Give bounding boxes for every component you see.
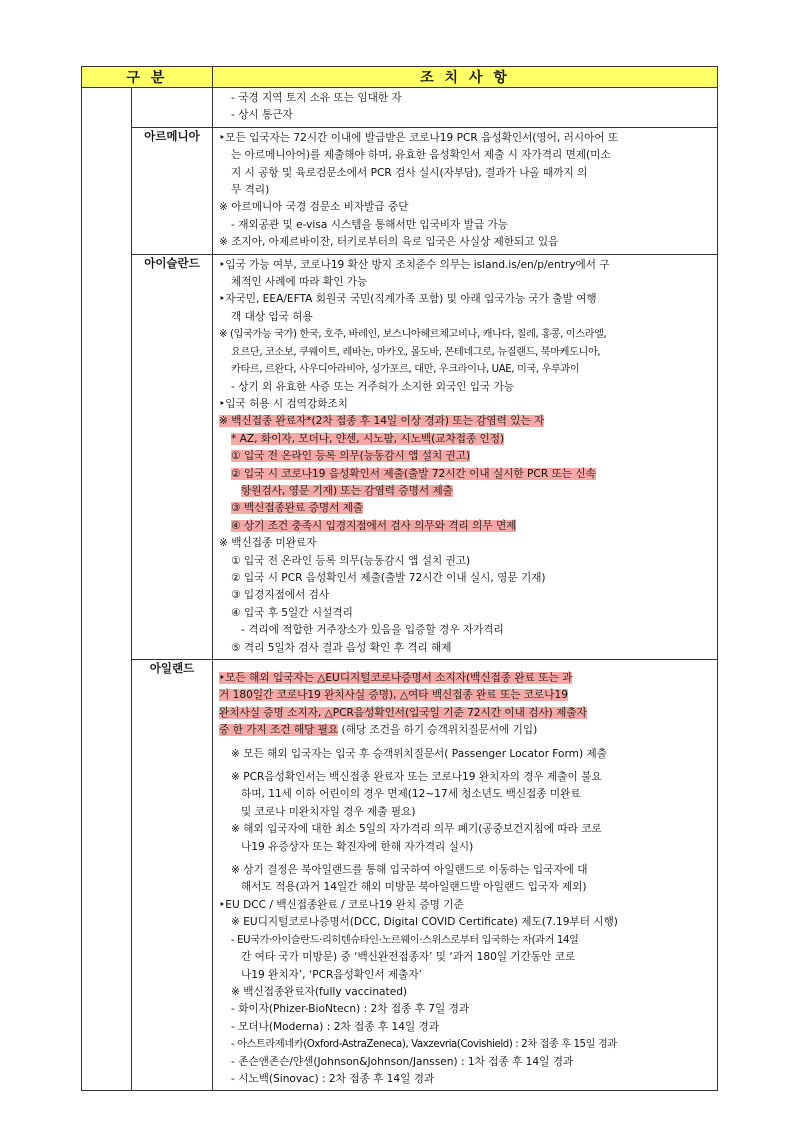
highlighted-text: ※ 백신접종 완료자*(2차 접종 후 14일 이상 경과) 또는 감염력 있는 자 <box>219 415 545 428</box>
highlighted-text: ‣모든 해외 입국자는 △EU디지털코로나증명서 소지자(백신접종 완료 또는 과 <box>219 672 573 684</box>
measures-cell <box>213 660 718 1091</box>
text-line: ③ 입경지점에서 검사 <box>231 589 330 602</box>
highlighted-text: 완치사실 증명 소지자, △PCR음성확인서(입국일 기준 72시간 이내 검사) 제출자 <box>219 706 587 719</box>
highlighted-text: ② 입국 시 코로나19 음성확인서 제출(출발 72시간 이내 실시한 PCR 또는 신속 <box>231 467 596 480</box>
text-line: 무 격리) <box>231 184 270 197</box>
text-line: ※ 모든 해외 입국자는 입국 후 승객위치질문서( Passenger Locator Form) 제출 <box>231 747 607 760</box>
region-cell <box>82 88 132 1091</box>
measures-cell <box>213 254 718 659</box>
highlighted-text: 항원검사, 영문 기재) 또는 감염력 증명서 제출 <box>241 484 453 497</box>
table-row <box>82 254 718 659</box>
text-line: ② 입국 시 PCR 음성확인서 제출(출발 72시간 이내 실시, 영문 기재) <box>231 571 546 584</box>
text-line: - 시노백(Sinovac) : 2차 접종 후 14일 경과 <box>231 1072 435 1085</box>
text-line: ‣자국민, EEA/EFTA 회원국 국민(직계가족 포함) 및 아래 입국가능 국가 출발 여행 <box>219 293 597 306</box>
header-category: 구 분 <box>82 67 213 88</box>
text-line: 요르단, 코소보, 쿠웨이트, 레바논, 마카오, 몰도바, 몬테네그로, 뉴질랜드, 북마케도니아, <box>231 346 601 358</box>
text-line: 카타르, 르완다, 사우디아라비아, 싱가포르, 대만, 우크라이나, UAE, 미국, 우루과이 <box>231 364 580 376</box>
text-line: (해당 조건을 하기 승객위치질문서에 기입) <box>338 724 538 737</box>
text-line: ‣모든 입국자는 72시간 이내에 발급받은 코로나19 PCR 음성확인서(영어, 러시아어 또 <box>219 131 619 144</box>
measures-cell <box>213 88 718 128</box>
text-line: ④ 입국 후 5일간 시설격리 <box>231 606 353 619</box>
text-line: - 존슨앤존슨/얀센(Johnson&Johnson/Janssen) : 1차 접종 후 14일 경과 <box>231 1055 574 1068</box>
country-cell <box>132 88 213 128</box>
table-row <box>82 88 718 128</box>
text-line: ‣EU DCC / 백신접종완료 / 코로나19 완치 증명 기준 <box>219 898 464 911</box>
highlighted-text: ④ 상기 조건 충족시 입경지점에서 검사 의무와 격리 의무 면제 <box>231 519 517 532</box>
text-line: - 재외공관 및 e-visa 시스템을 통해서만 입국비자 발급 가능 <box>231 218 508 231</box>
text-line: 해서도 적용(과거 14일간 해외 미방문 북아일랜드발 아일랜드 입국자 제외) <box>241 881 587 894</box>
measures-cell <box>213 127 718 254</box>
header-measures: 조 치 사 항 <box>213 67 718 88</box>
text-line: - 상시 통근자 <box>231 109 293 122</box>
page <box>81 66 717 1085</box>
text-line: ※ 아르메니아 국경 검문소 비자발급 중단 <box>219 201 409 214</box>
text-line: 및 코로나 미완치자일 경우 제출 필요) <box>241 805 416 818</box>
text-line: - EU국가·아이슬란드·리히텐슈타인·노르웨이·스위스로부터 입국하는 자(과거 14일 <box>231 934 579 946</box>
country-cell: 아일랜드 <box>132 660 213 1091</box>
country-cell: 아이슬란드 <box>132 254 213 659</box>
highlighted-text: * AZ, 화이자, 모더나, 얀센, 시노팜, 시노백(교차접종 인정) <box>231 432 505 445</box>
text-line: - 화이자(Phizer-BioNtecn) : 2차 접종 후 7일 경과 <box>231 1003 470 1016</box>
text-line: ※ PCR음성확인서는 백신접종 완료자 또는 코로나19 완치자의 경우 제출이 불요 <box>231 771 602 784</box>
text-line: 체적인 사례에 따라 확인 가능 <box>231 276 368 289</box>
text-line: ※ EU디지털코로나증명서(DCC, Digital COVID Certificate) 제도(7.19부터 시행) <box>231 916 618 929</box>
measures-table <box>81 66 718 1091</box>
text-line: 나19 유증상자 또는 확진자에 한해 자가격리 실시) <box>241 840 474 853</box>
text-line: ※ 상기 결정은 북아일랜드를 통해 입국하여 아일랜드로 이동하는 입국자에 대 <box>231 864 588 877</box>
text-line: ⑤ 격리 5일차 검사 결과 음성 확인 후 격리 해제 <box>231 641 452 654</box>
text-line: ① 입국 전 온라인 등록 의무(능동감시 앱 설치 권고) <box>231 554 471 567</box>
text-line: 지 시 공항 및 육로검문소에서 PCR 검사 실시(자부담), 결과가 나올 때까지 의 <box>231 166 588 179</box>
text-line: - 격리에 적합한 거주장소가 있음을 입증할 경우 자가격리 <box>241 624 504 637</box>
text-line: ‣입국 허용 시 검역강화조치 <box>219 397 348 410</box>
text-line: 나19 완치자’, ‘PCR음성확인서 제출자’ <box>241 968 423 981</box>
country-cell: 아르메니아 <box>132 127 213 254</box>
table-row <box>82 127 718 254</box>
text-line: - 상기 외 유효한 사증 또는 거주허가 소지한 외국인 입국 가능 <box>231 380 515 393</box>
text-line: ※ 백신접종완료자(fully vaccinated) <box>231 985 408 998</box>
text-line: - 모더나(Moderna) : 2차 접종 후 14일 경과 <box>231 1020 440 1033</box>
highlighted-text: ① 입국 전 온라인 등록 의무(능동감시 앱 설치 권고) <box>231 450 471 463</box>
text-line: 간 여타 국가 미방문) 중 ‘백신완전접종자’ 및 ‘과거 180일 기간동안 코로 <box>241 951 576 964</box>
table-header-row <box>82 67 718 88</box>
text-line: 하며, 11세 이하 어린이의 경우 면제(12~17세 청소년도 백신접종 미완료 <box>241 788 581 801</box>
text-line: ※ (입국가능 국가) 한국, 호주, 바레인, 보스니아헤르체고비나, 캐나다, 칠레, 홍콩, 이스라엘, <box>219 329 607 341</box>
text-line: - 아스트라제네카(Oxford-AstraZeneca), Vaxzevria(Covishield) : 2차 접종 후 15일 경과 <box>231 1039 617 1051</box>
text-line: ※ 백신접종 미완료자 <box>219 537 317 550</box>
text-line: 객 대상 입국 허용 <box>231 310 313 323</box>
text-line: ‣입국 가능 여부, 코로나19 확산 방지 조치준수 의무는 island.is/en/p/entry에서 구 <box>219 258 610 271</box>
text-line: ※ 조지아, 아제르바이잔, 터키로부터의 육로 입국은 사실상 제한되고 있음 <box>219 236 559 249</box>
table-row <box>82 660 718 1091</box>
highlighted-text: 중 한 가지 조건 해당 필요 <box>219 724 339 737</box>
highlighted-text: ③ 백신접종완료 증명서 제출 <box>231 502 364 515</box>
text-line: ※ 해외 입국자에 대한 최소 5일의 자가격리 의무 폐기(공중보건지침에 따라 코로 <box>231 823 602 836</box>
text-line: - 국경 지역 토지 소유 또는 임대한 자 <box>231 92 402 104</box>
highlighted-text: 거 180일간 코로나19 완치사실 증명), △여타 백신접종 완료 또는 코로나19 <box>219 689 568 702</box>
text-line: 는 아르메니아어)를 제출해야 하며, 유효한 음성확인서 제출 시 자가격리 면제(미소 <box>231 149 611 162</box>
